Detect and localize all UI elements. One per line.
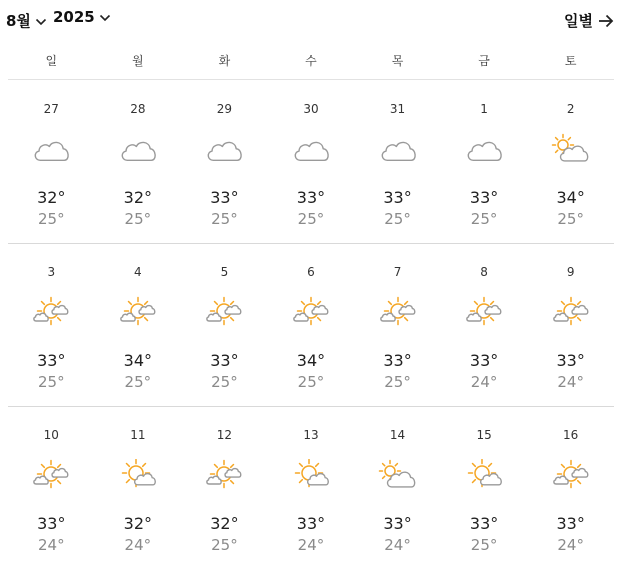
high-temp: 32° xyxy=(123,188,153,207)
weekday-fri: 금 xyxy=(478,54,490,68)
week-row xyxy=(8,244,614,407)
day-date: 5 xyxy=(220,265,229,279)
partly-cloudy-icon xyxy=(551,459,591,491)
day-date: 30 xyxy=(303,102,319,116)
low-temp: 25° xyxy=(384,210,411,228)
day-date: 9 xyxy=(566,265,575,279)
day-cell[interactable] xyxy=(527,244,614,406)
low-temp: 25° xyxy=(124,373,152,391)
high-temp: 33° xyxy=(383,188,412,207)
day-cell[interactable] xyxy=(527,407,614,569)
low-temp: 25° xyxy=(297,373,325,391)
low-temp: 24° xyxy=(470,373,498,391)
day-cell[interactable] xyxy=(354,244,441,406)
day-date: 10 xyxy=(43,428,59,442)
partly-cloudy-icon xyxy=(204,459,244,491)
day-cell[interactable] xyxy=(8,81,95,243)
low-temp: 25° xyxy=(124,210,152,228)
week-row xyxy=(8,407,614,569)
day-cell[interactable] xyxy=(181,81,268,243)
cloudy-icon xyxy=(291,133,331,165)
low-temp: 25° xyxy=(211,536,238,554)
high-temp: 34° xyxy=(556,188,585,207)
day-date: 2 xyxy=(566,102,575,116)
day-date: 31 xyxy=(389,102,406,116)
low-temp: 25° xyxy=(557,210,584,228)
low-temp: 24° xyxy=(124,536,152,554)
year-select[interactable] xyxy=(53,8,111,26)
high-temp: 33° xyxy=(383,514,412,533)
sun-cloud-icon xyxy=(118,459,158,491)
mostly-cloudy-icon xyxy=(551,133,591,165)
day-date: 28 xyxy=(130,102,146,116)
low-temp: 25° xyxy=(470,210,498,228)
view-label: 일별 xyxy=(564,12,593,30)
day-cell[interactable] xyxy=(441,81,528,243)
high-temp: 32° xyxy=(37,188,66,207)
high-temp: 33° xyxy=(296,514,326,533)
partly-cloudy-icon xyxy=(378,296,418,328)
partly-cloudy-icon xyxy=(464,296,504,328)
low-temp: 24° xyxy=(297,536,325,554)
month-select[interactable] xyxy=(6,10,47,31)
low-temp: 25° xyxy=(297,210,325,228)
partly-cloudy-icon xyxy=(31,459,71,491)
day-cell[interactable] xyxy=(527,81,614,243)
day-cell[interactable] xyxy=(8,407,95,569)
high-temp: 34° xyxy=(123,351,153,370)
weekday-tue: 화 xyxy=(218,54,231,68)
high-temp: 33° xyxy=(210,188,239,207)
high-temp: 33° xyxy=(383,351,412,370)
low-temp: 24° xyxy=(37,536,65,554)
day-date: 4 xyxy=(134,265,142,279)
day-date: 12 xyxy=(216,428,233,442)
high-temp: 32° xyxy=(123,514,153,533)
weekday-header-row xyxy=(8,46,614,80)
day-date: 16 xyxy=(563,428,579,442)
day-date: 15 xyxy=(476,428,492,442)
partly-cloudy-icon xyxy=(291,296,331,328)
day-date: 3 xyxy=(47,265,56,279)
low-temp: 25° xyxy=(37,210,65,228)
day-cell[interactable] xyxy=(354,81,441,243)
high-temp: 33° xyxy=(37,351,66,370)
high-temp: 34° xyxy=(296,351,326,370)
weekday-wed: 수 xyxy=(305,54,317,68)
low-temp: 24° xyxy=(557,373,584,391)
day-date: 29 xyxy=(216,102,233,116)
day-date: 8 xyxy=(480,265,488,279)
day-cell[interactable] xyxy=(354,407,441,569)
day-date: 6 xyxy=(307,265,315,279)
high-temp: 33° xyxy=(556,514,585,533)
weekday-sun: 일 xyxy=(45,54,58,68)
week-row xyxy=(8,81,614,244)
weekday-mon: 월 xyxy=(132,54,144,68)
day-cell[interactable] xyxy=(268,81,355,243)
sun-cloud-icon xyxy=(464,459,504,491)
high-temp: 33° xyxy=(469,188,499,207)
weekday-thu: 목 xyxy=(391,54,404,68)
day-date: 14 xyxy=(389,428,406,442)
day-cell[interactable] xyxy=(95,244,182,406)
day-date: 13 xyxy=(303,428,319,442)
day-cell[interactable] xyxy=(268,244,355,406)
high-temp: 33° xyxy=(469,514,499,533)
partly-cloudy-icon xyxy=(31,296,71,328)
sun-cloud-icon xyxy=(291,459,331,491)
arrow-right-icon xyxy=(598,14,614,28)
cloudy-icon xyxy=(204,133,244,165)
partly-cloudy-icon xyxy=(551,296,591,328)
day-date: 27 xyxy=(43,102,59,116)
cloudy-icon xyxy=(464,133,504,165)
low-temp: 25° xyxy=(384,373,411,391)
low-temp: 25° xyxy=(470,536,498,554)
high-temp: 33° xyxy=(469,351,499,370)
month-label: 8월 xyxy=(6,12,31,30)
day-cell[interactable] xyxy=(8,244,95,406)
low-temp: 24° xyxy=(384,536,411,554)
day-cell[interactable] xyxy=(181,407,268,569)
day-date: 7 xyxy=(393,265,402,279)
low-temp: 25° xyxy=(37,373,65,391)
day-cell[interactable] xyxy=(441,407,528,569)
day-cell[interactable] xyxy=(181,244,268,406)
high-temp: 33° xyxy=(296,188,326,207)
day-cell[interactable] xyxy=(268,407,355,569)
chevron-down-icon xyxy=(99,14,111,22)
calendar-header xyxy=(0,0,624,44)
day-cell[interactable] xyxy=(95,81,182,243)
day-date: 1 xyxy=(480,102,488,116)
high-temp: 33° xyxy=(210,351,239,370)
cloudy-icon xyxy=(31,133,71,165)
low-temp: 25° xyxy=(211,373,238,391)
high-temp: 32° xyxy=(210,514,239,533)
day-cell[interactable] xyxy=(441,244,528,406)
weekday-sat: 토 xyxy=(564,54,577,68)
day-date: 11 xyxy=(130,428,146,442)
year-label: 2025 xyxy=(53,8,95,26)
mostly-cloudy-icon xyxy=(378,459,418,491)
day-cell[interactable] xyxy=(95,407,182,569)
low-temp: 25° xyxy=(211,210,238,228)
chevron-down-icon xyxy=(35,18,47,26)
high-temp: 33° xyxy=(37,514,66,533)
cloudy-icon xyxy=(378,133,418,165)
low-temp: 24° xyxy=(557,536,584,554)
daily-view-button[interactable] xyxy=(564,10,614,31)
cloudy-icon xyxy=(118,133,158,165)
high-temp: 33° xyxy=(556,351,585,370)
partly-cloudy-icon xyxy=(118,296,158,328)
partly-cloudy-icon xyxy=(204,296,244,328)
